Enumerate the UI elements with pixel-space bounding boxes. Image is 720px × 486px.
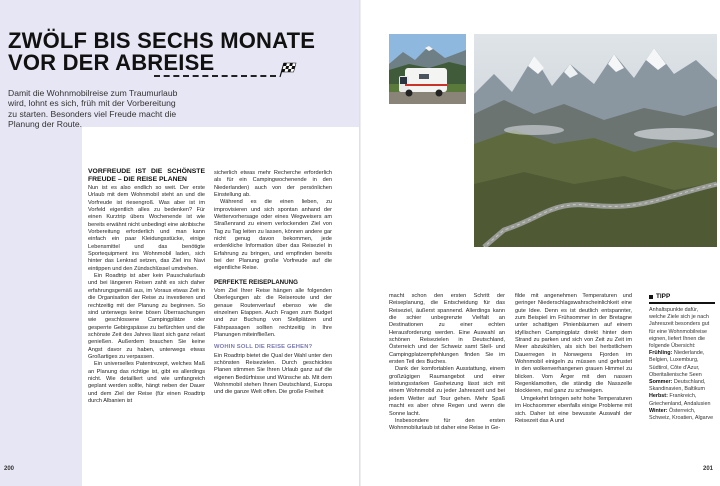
page-headline <box>8 28 316 75</box>
tipp-text <box>649 307 715 422</box>
checkered-flag-icon <box>278 62 298 78</box>
dashed-divider <box>154 75 276 77</box>
paragraph: Während es die einen lieben, zu improvisieren und sich spontan anhand der Wettervorhersage oder eines Wegweisers am Straßenrand zu einem verlockenden Ziel von Tag zu Tag leiten zu lassen, können andere gar nicht genug davon bekommen, jede erdenkliche Information über das Reiseziel in Erfahrung zu bringen, und empfinden bereits bei der Planung große Vorfreude auf die eigentliche Reise. <box>214 199 332 272</box>
paragraph: Dank der komfortablen Ausstattung, einem großzügigen Raumangebot und einer leistungsstarken Gasheizung lässt sich mit einem Wohnmobil zu jeder Jahreszeit und bei jedem Wetter auf Tour gehen. Mehr Spaß macht es aber ohne Regen und wenn die Sonne lacht. <box>389 366 505 417</box>
paragraph: Ein Roadtrip bietet die Qual der Wahl unter den schönsten Reisezielen. Durch geschicktes Planen stimmen Sie Ihren Urlaub ganz auf die eigenen Bedürfnisse und Wünsche ab. Mit dem Wohnmobil stehen Ihnen Deutschland, Europa und die ganze Welt offen. Die große Freiheit <box>214 352 332 396</box>
lavender-side-band <box>0 127 82 486</box>
column-4 <box>515 293 632 425</box>
section-heading-vorfreude: VORFREUDE IST DIE SCHÖNSTE FREUDE – DIE REISE PLANEN <box>88 168 205 183</box>
tipp-spring-label: Frühling: <box>649 350 673 357</box>
paragraph: macht schon den ersten Schritt der Reiseplanung, die Entscheidung für das Reiseziel, äußerst spannend. Allerdings kann die schier unbegrenzte Vielfalt an Destinationen zu einer echten Herausforderung werden. Eine Auswahl an schönen Reisezielen in Deutschland, Österreich und der Schweiz samt Stell- und Campingplatzempfehlungen finden Sie im ersten Teil des Buches. <box>389 293 505 366</box>
section-heading-reiseplanung: PERFEKTE REISEPLANUNG <box>214 278 298 286</box>
page-number-right: 201 <box>703 466 714 472</box>
page-gutter <box>359 0 361 486</box>
tipp-summer-text: Deutschland, Skandinavien, Baltikum <box>649 379 706 393</box>
paragraph: Insbesondere für den ersten Wohnmobilurlaub ist daher eine Reise in Ge- <box>389 417 505 432</box>
tipp-autumn-text: Frankreich, Griechenland, Andalusien <box>649 393 711 407</box>
tipp-bullet-icon <box>649 295 653 299</box>
paragraph: filde mit angenehmen Temperaturen und geringer Niederschlagswahrscheinlichkeit eine gute Idee. Denn es ist deutlich entspannter, zum Beispiel im Frühsommer in der Bretagne unter schattigen Pinienbäumen auf einem idyllischen Campingplatz direkt hinter dem Strand zu parken und sich von Zeit zu Zeit im Meer abzukühlen, als sich bei herbstlichem Dauerregen in Norwegens Fjorden im Wohnmobil einigeln zu müssen und gefrustet in den wolkenverhangenen grauen Himmel zu blicken. Vom Ärger mit den nassen Regenklamotten, die ständig die Nasszelle blockieren, mal ganz zu schweigen. <box>515 293 632 395</box>
paragraph: Vom Ziel Ihrer Reise hängen alle folgenden Überlegungen ab: die Reiseroute und der genaue Routenverlauf ebenso wie die einzelnen Etappen. Auch Fragen zum Budget und zur Buchung von Stellplätzen und Fährpassagen sollten rechtzeitig in Ihre Planungen miteinfließen. <box>214 287 332 338</box>
tipp-label: TIPP <box>656 293 671 300</box>
paragraph: sicherlich etwas mehr Recherche erforderlich als für ein Campingwochenende in den Niederlanden) auch von der persönlichen Einstellung ab. <box>214 170 332 199</box>
tipp-summer-label: Sommer: <box>649 379 673 386</box>
tipp-autumn-label: Herbst: <box>649 393 668 400</box>
column-1 <box>88 168 205 405</box>
tipp-header <box>649 293 715 304</box>
tipp-box <box>649 293 715 422</box>
paragraph: Ein Roadtrip ist aber kein Pauschalurlaub und bei längeren Reisen zahlt es sich daher erfahrungsgemäß aus, im Voraus etwas Zeit in die Organisation der Reise zu investieren und rechtzeitig mit der Planung zu beginnen. So sind unterwegs keine bösen Überraschungen wie geschlossene Campingplätze oder gesperrte Gebirgspässe zu befürchten und die schönste Zeit des Jahres lässt sich ganz relaxt genießen. Außerdem brauchen Sie keine Angst davor zu haben, unterwegs etwas Großartiges zu verpassen. <box>88 273 205 360</box>
headline-line-1: ZWÖLF BIS SECHS MONATE <box>8 28 316 53</box>
tipp-winter-label: Winter: <box>649 407 668 414</box>
intro-text: Damit die Wohnmobilreise zum Traumurlaub wird, lohnt es sich, früh mit der Vorbereitung zu starten. Besonders viel Freude macht die Planung der Route. <box>8 88 178 130</box>
page-number-left: 200 <box>4 466 15 472</box>
paragraph: Umgekehrt bringen sehr hohe Temperaturen im Hochsommer ebenfalls einige Probleme mit sich. Daher ist eine bewusste Auswahl der Reisezeit das A und <box>515 395 632 424</box>
paragraph: Nun ist es also endlich so weit. Der erste Urlaub mit dem Wohnmobil steht an und die Vorfreude ist riesengroß. Was aber ist im Vorfeld eigentlich alles zu bedenken? Für einen Kurztrip übers Wochenende ist wie bereits erwähnt nicht unbedingt eine akribische Vorbereitung erforderlich und man kann einfach ein paar Kleidungsstücke, einige Lebensmittel und das benötigte Sportequipment ins Wohnmobil laden, sich hinter das Lenkrad setzen, das Ziel ins Navi eintippen und den Zündschlüssel umdrehen. <box>88 185 205 272</box>
subheading-wohin: WOHIN SOLL DIE REISE GEHEN? <box>214 344 313 351</box>
column-3 <box>389 293 505 433</box>
tipp-spring-text: Niederlande, Belgien, Luxemburg, Südtirol, Côte d'Azur, Oberitalienische Seen <box>649 350 705 378</box>
tipp-winter-text: Österreich, Schweiz, Kroatien, Algarve <box>649 407 714 422</box>
tipp-intro: Anhaltspunkte dafür, welche Ziele sich je nach Jahreszeit besonders gut für eine Wohnmobilreise eignen, liefert Ihnen die folgende Übersicht: <box>649 307 710 350</box>
motorhome-photo <box>389 34 466 104</box>
paragraph: Ein universelles Patentrezept, welches Maß an Planung das richtige ist, gibt es allerdings nicht. Wie detailliert und wie umfangreich geplant werden sollte, hängt neben der Dauer und dem Ziel der Reise (für einen Roadtrip durch Albanien ist <box>88 361 205 404</box>
headline-line-2: VOR DER ABREISE <box>8 50 215 75</box>
column-2 <box>214 170 332 397</box>
mountain-road-photo <box>474 34 717 247</box>
